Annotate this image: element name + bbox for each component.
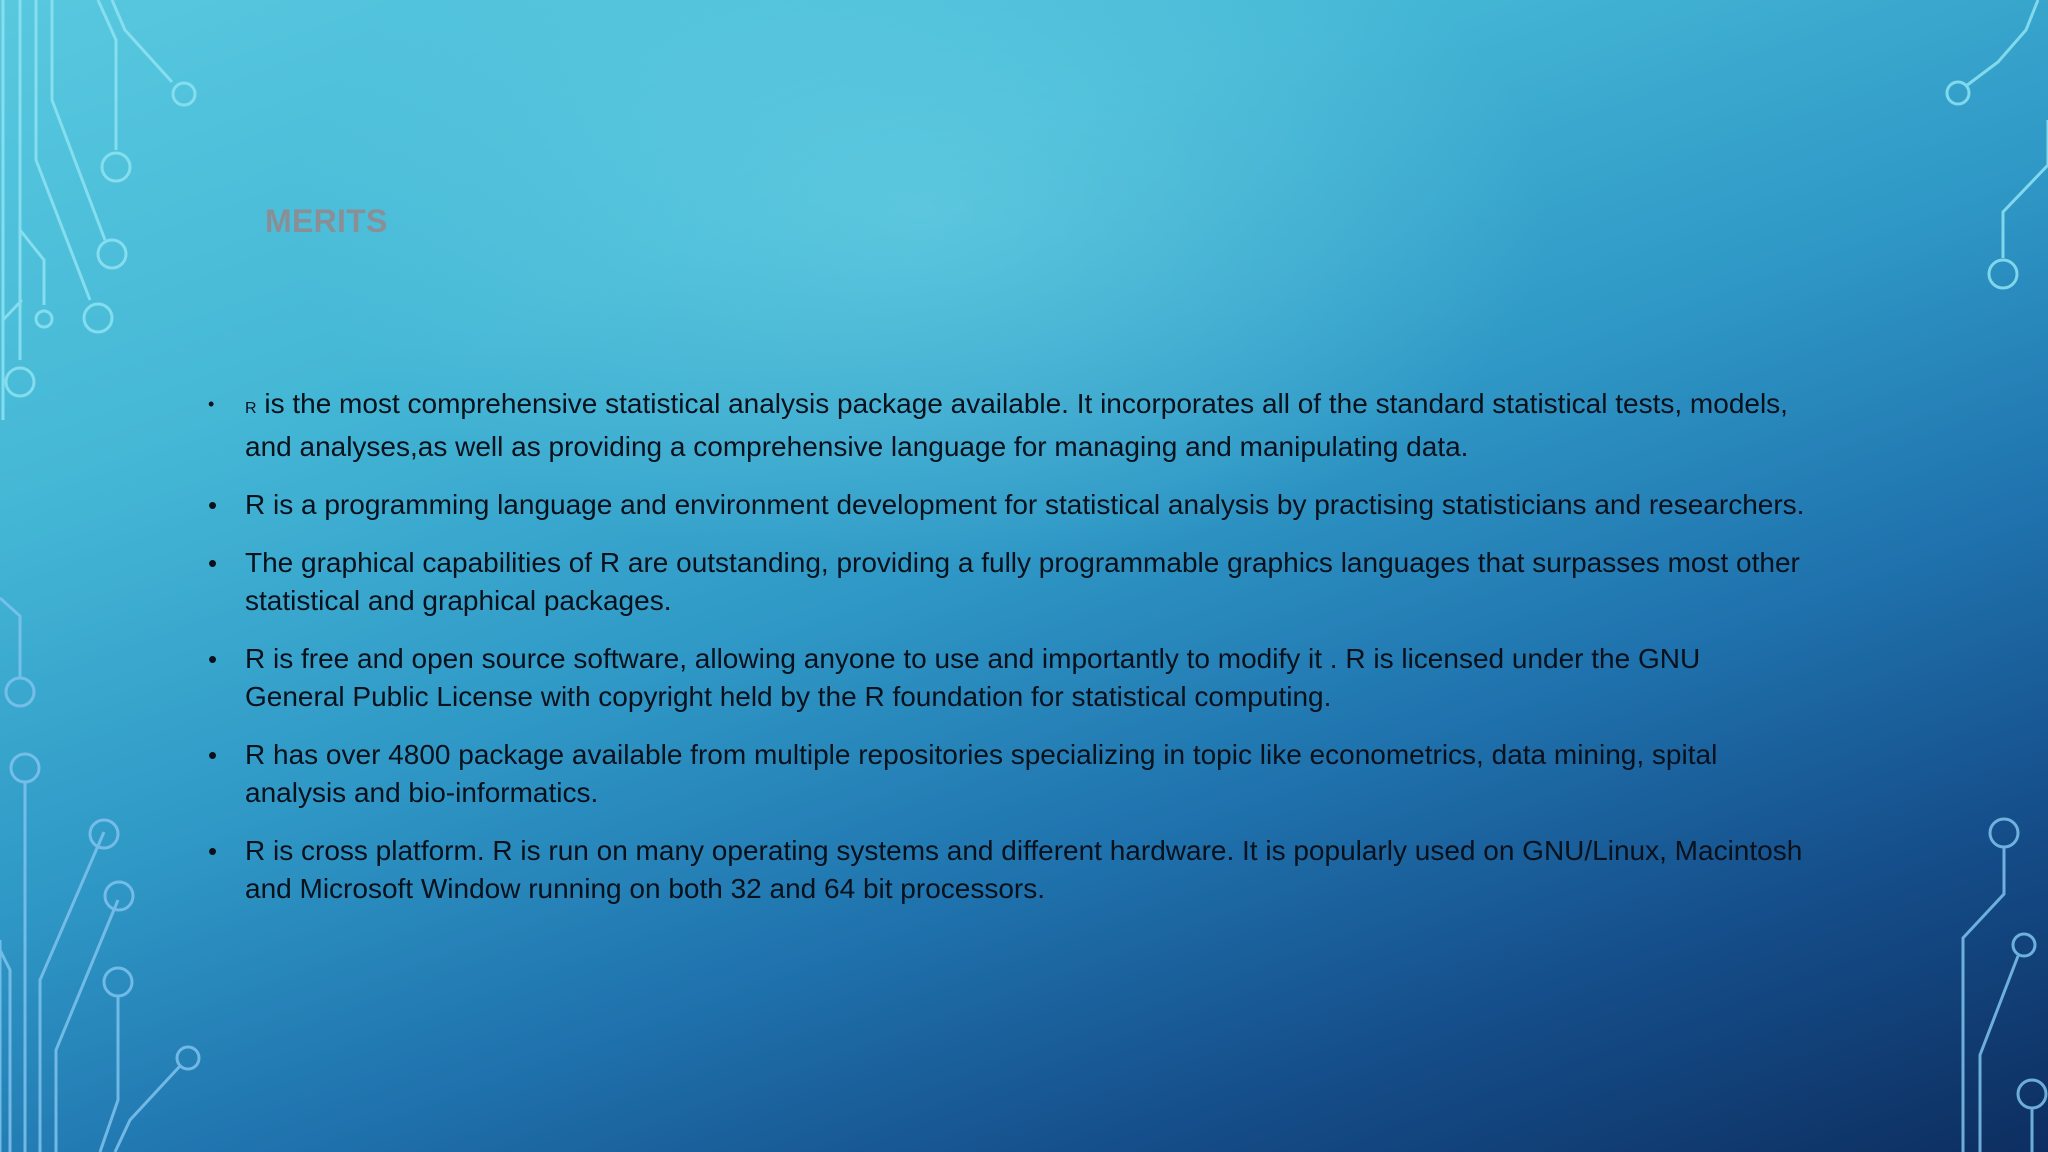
bullet-text: R is free and open source software, allowing anyone to use and importantly to modify it . R is licensed under the GNU General Public License with copyright held by the R foundation for statistical computing. <box>245 643 1701 712</box>
slide-title: MERITS <box>265 203 388 239</box>
circuit-decoration-top-right <box>1908 0 2048 310</box>
bullet-item <box>205 486 1805 524</box>
bullet-lead: R <box>245 400 257 417</box>
bullet-dot-icon: • <box>208 644 218 674</box>
circuit-decoration-bottom-right <box>1908 800 2048 1152</box>
bullet-item <box>205 832 1805 908</box>
circuit-decoration-top-left <box>0 0 230 420</box>
bullet-dot-icon: • <box>208 394 215 414</box>
bullet-dot-icon: • <box>208 548 218 578</box>
bullet-text: R has over 4800 package available from multiple repositories specializing in topic like econometrics, data mining, spital analysis and bio-informatics. <box>245 739 1718 808</box>
circuit-decoration-bottom-left <box>0 590 230 1152</box>
bullet-dot-icon: • <box>208 490 218 520</box>
bullet-text: R is a programming language and environment development for statistical analysis by practising statisticians and researchers. <box>245 489 1805 520</box>
bullet-text: R is cross platform. R is run on many operating systems and different hardware. It is popularly used on GNU/Linux, Macintosh and Microsoft Window running on both 32 and 64 bit processors. <box>245 835 1803 904</box>
bullet-list <box>205 385 1805 928</box>
bullet-text: is the most comprehensive statistical analysis package available. It incorporates all of the standard statistical tests, models, and analyses,as well as providing a comprehensive language for managing and manipulating data. <box>245 388 1788 462</box>
bullet-dot-icon: • <box>208 740 218 770</box>
bullet-item <box>205 736 1805 812</box>
bullet-text: The graphical capabilities of R are outstanding, providing a fully programmable graphics languages that surpasses most other statistical and graphical packages. <box>245 547 1800 616</box>
bullet-item <box>205 544 1805 620</box>
bullet-item <box>205 640 1805 716</box>
bullet-dot-icon: • <box>208 836 218 866</box>
bullet-item <box>205 385 1805 466</box>
